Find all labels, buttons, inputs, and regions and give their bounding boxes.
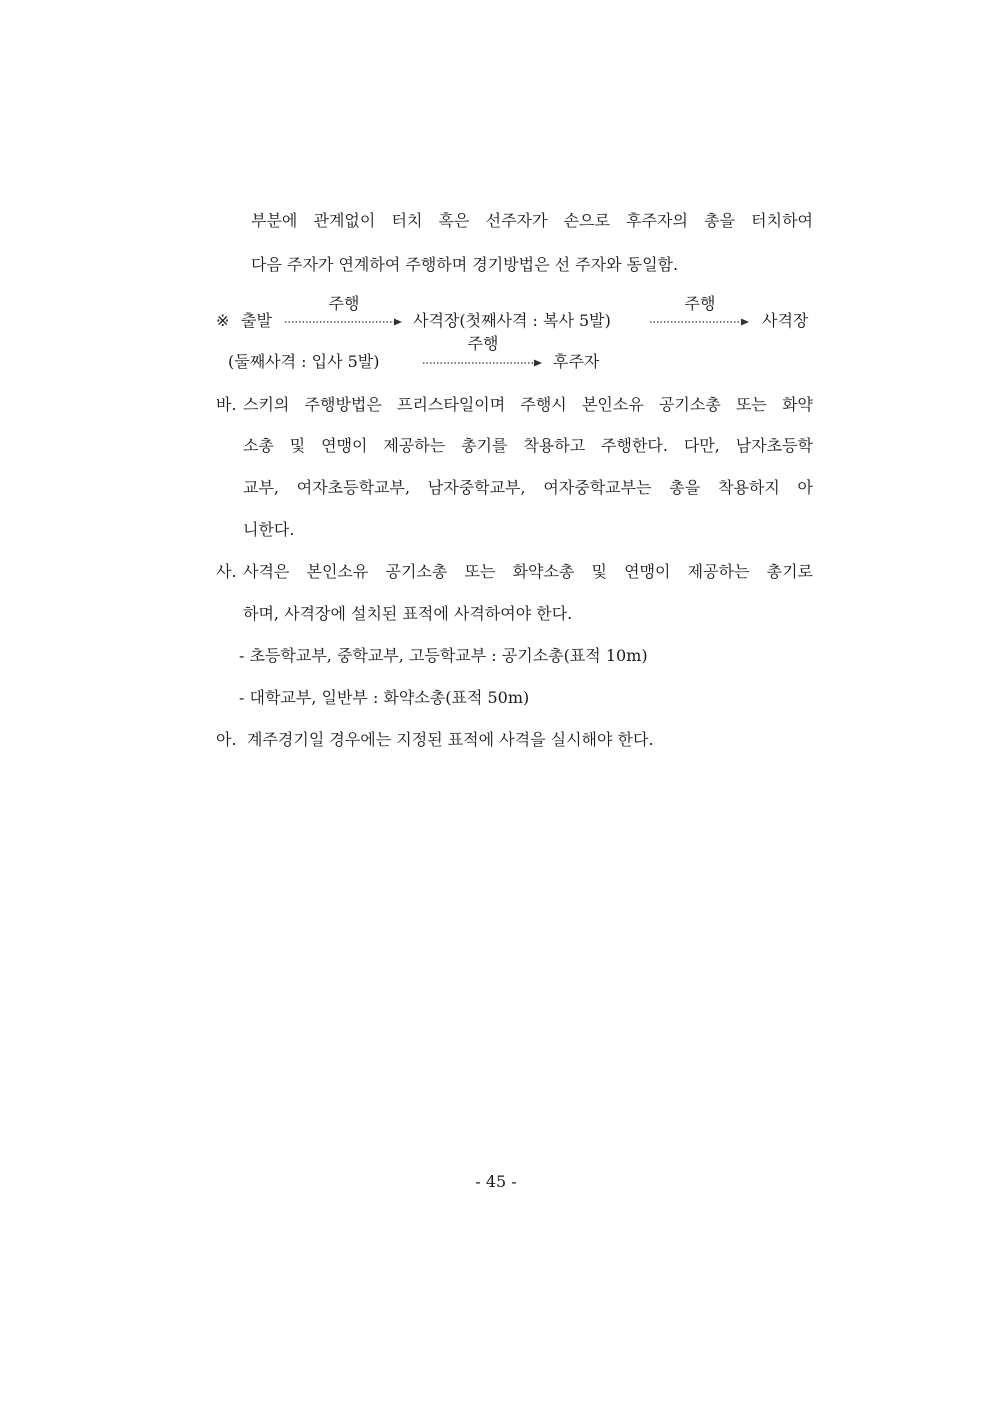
note-range-1: 사격장(첫째사격 : 복사 5발) <box>413 311 611 330</box>
note-start: 출발 <box>241 311 272 330</box>
item-sa-marker: 사. <box>216 562 237 581</box>
note-mark: ※ <box>216 311 230 330</box>
item-ba-line-4: 니한다. <box>243 520 295 539</box>
note-range-2: 사격장 <box>762 311 809 330</box>
item-sa-line-1: 사격은 본인소유 공기소총 또는 화약소총 및 연맹이 제공하는 총기로 <box>243 562 813 581</box>
continuation-line-2: 다음 주자가 연계하여 주행하며 경기방법은 선 주자와 동일함. <box>251 255 679 274</box>
continuation-line-1: 부분에 관계없이 터치 혹은 선주자가 손으로 후주자의 총을 터치하여 <box>251 211 813 230</box>
arrow-3 <box>423 334 543 372</box>
arrow-1 <box>285 294 403 331</box>
item-a-marker: 아. <box>216 730 237 749</box>
arrow-1-label: 주행 <box>328 294 360 313</box>
item-ba-line-2: 소총 및 연맹이 제공하는 총기를 착용하고 주행한다. 다만, 남자초등학 <box>243 436 813 455</box>
dotted-arrow-icon <box>285 317 403 327</box>
item-sa-line-2: 하며, 사격장에 설치된 표적에 사격하여야 한다. <box>243 604 573 623</box>
dotted-arrow-icon <box>423 358 543 368</box>
note-second: (둘째사격 : 입사 5발) <box>228 352 380 371</box>
item-sa-bullet-2: - 대학교부, 일반부 : 화약소총(표적 50m) <box>239 688 530 707</box>
note-next: 후주자 <box>553 352 600 371</box>
page-number: - 45 - <box>475 1172 517 1191</box>
item-ba-line-3: 교부, 여자초등학교부, 남자중학교부, 여자중학교부는 총을 착용하지 아 <box>243 478 813 497</box>
dotted-arrow-icon <box>650 317 750 327</box>
arrow-3-label: 주행 <box>467 334 499 353</box>
item-ba-marker: 바. <box>216 395 237 414</box>
arrow-2 <box>650 294 750 331</box>
item-sa-bullet-1: - 초등학교부, 중학교부, 고등학교부 : 공기소총(표적 10m) <box>239 646 648 665</box>
arrow-2-label: 주행 <box>684 294 716 313</box>
item-ba-line-1: 스키의 주행방법은 프리스타일이며 주행시 본인소유 공기소총 또는 화약 <box>243 395 813 414</box>
item-a-line-1: 계주경기일 경우에는 지정된 표적에 사격을 실시해야 한다. <box>247 730 654 749</box>
